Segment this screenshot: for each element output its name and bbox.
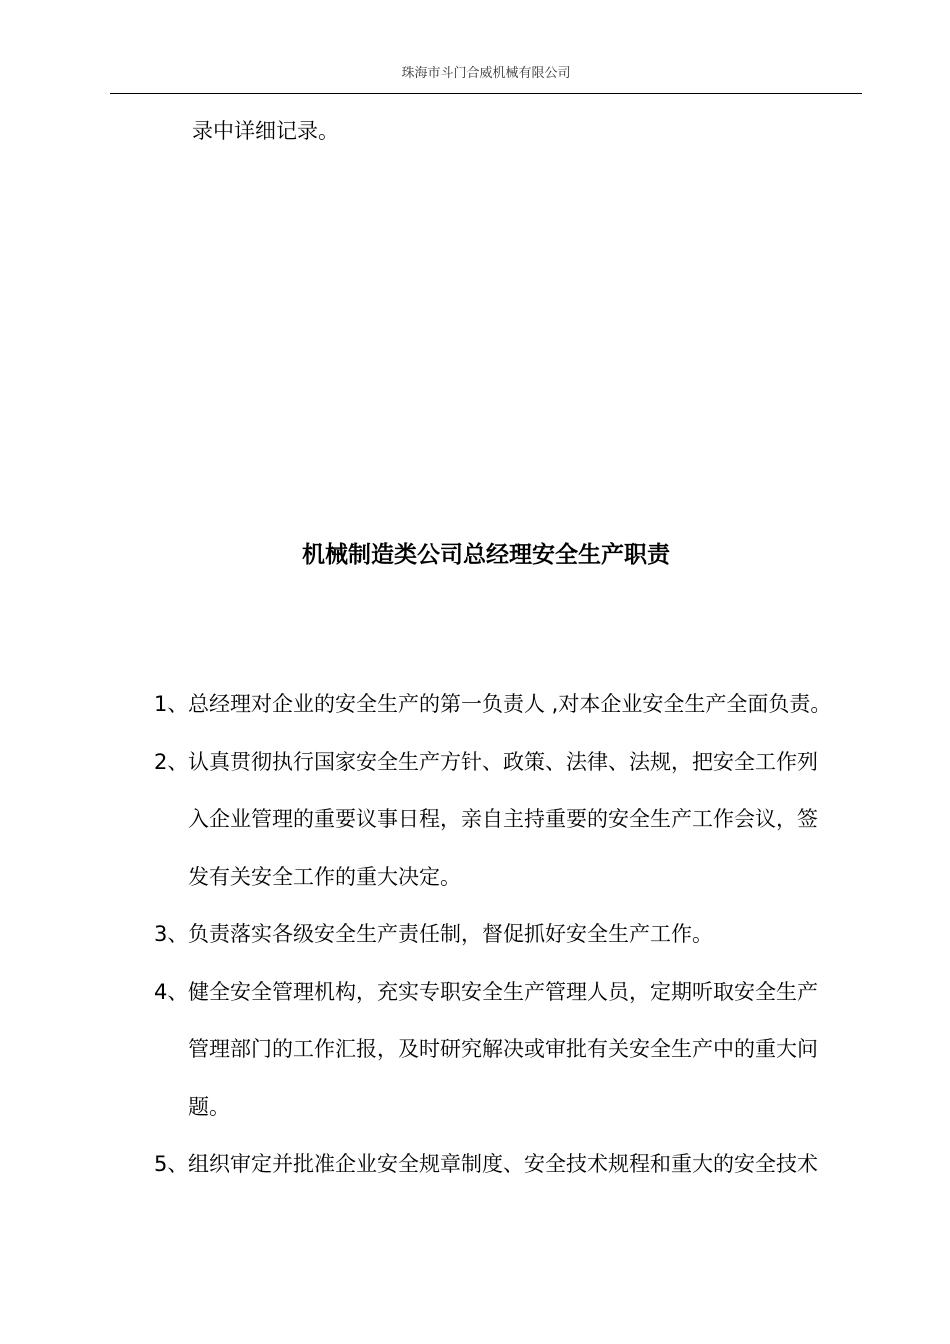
continuation-paragraph: 录中详细记录。 — [192, 119, 339, 143]
page-header-company: 珠海市斗门合威机械有限公司 — [401, 66, 571, 81]
duty-number: 3、 — [154, 922, 189, 946]
duty-item-1 — [154, 676, 866, 734]
duty-line: 负责落实各级安全生产责任制，督促抓好安全生产工作。 — [188, 922, 713, 946]
duty-line: 总经理对企业的安全生产的第一负责人 ,对本企业安全生产全面负责。 — [188, 692, 832, 716]
duty-item-5 — [154, 1136, 866, 1194]
duty-item-2 — [154, 734, 866, 907]
header-divider — [110, 93, 862, 94]
duty-list — [154, 676, 866, 1194]
duty-item-4 — [154, 964, 866, 1137]
duty-line: 组织审定并批准企业安全规章制度、安全技术规程和重大的安全技术 — [188, 1152, 818, 1176]
duty-number: 5、 — [154, 1152, 189, 1176]
document-title: 机械制造类公司总经理安全生产职责 — [302, 542, 670, 568]
duty-line: 发有关安全工作的重大决定。 — [188, 864, 461, 889]
duty-number: 2、 — [154, 749, 189, 774]
duty-line: 健全安全管理机构，充实专职安全生产管理人员，定期听取安全生产 — [188, 979, 818, 1004]
duty-line: 题。 — [188, 1094, 230, 1119]
duty-line: 入企业管理的重要议事日程，亲自主持重要的安全生产工作会议，签 — [188, 807, 818, 831]
duty-line: 管理部门的工作汇报，及时研究解决或审批有关安全生产中的重大问 — [188, 1037, 818, 1061]
duty-number: 4、 — [154, 979, 189, 1004]
duty-line: 认真贯彻执行国家安全生产方针、政策、法律、法规，把安全工作列 — [188, 749, 818, 774]
duty-number: 1、 — [154, 692, 189, 716]
duty-item-3 — [154, 906, 866, 964]
